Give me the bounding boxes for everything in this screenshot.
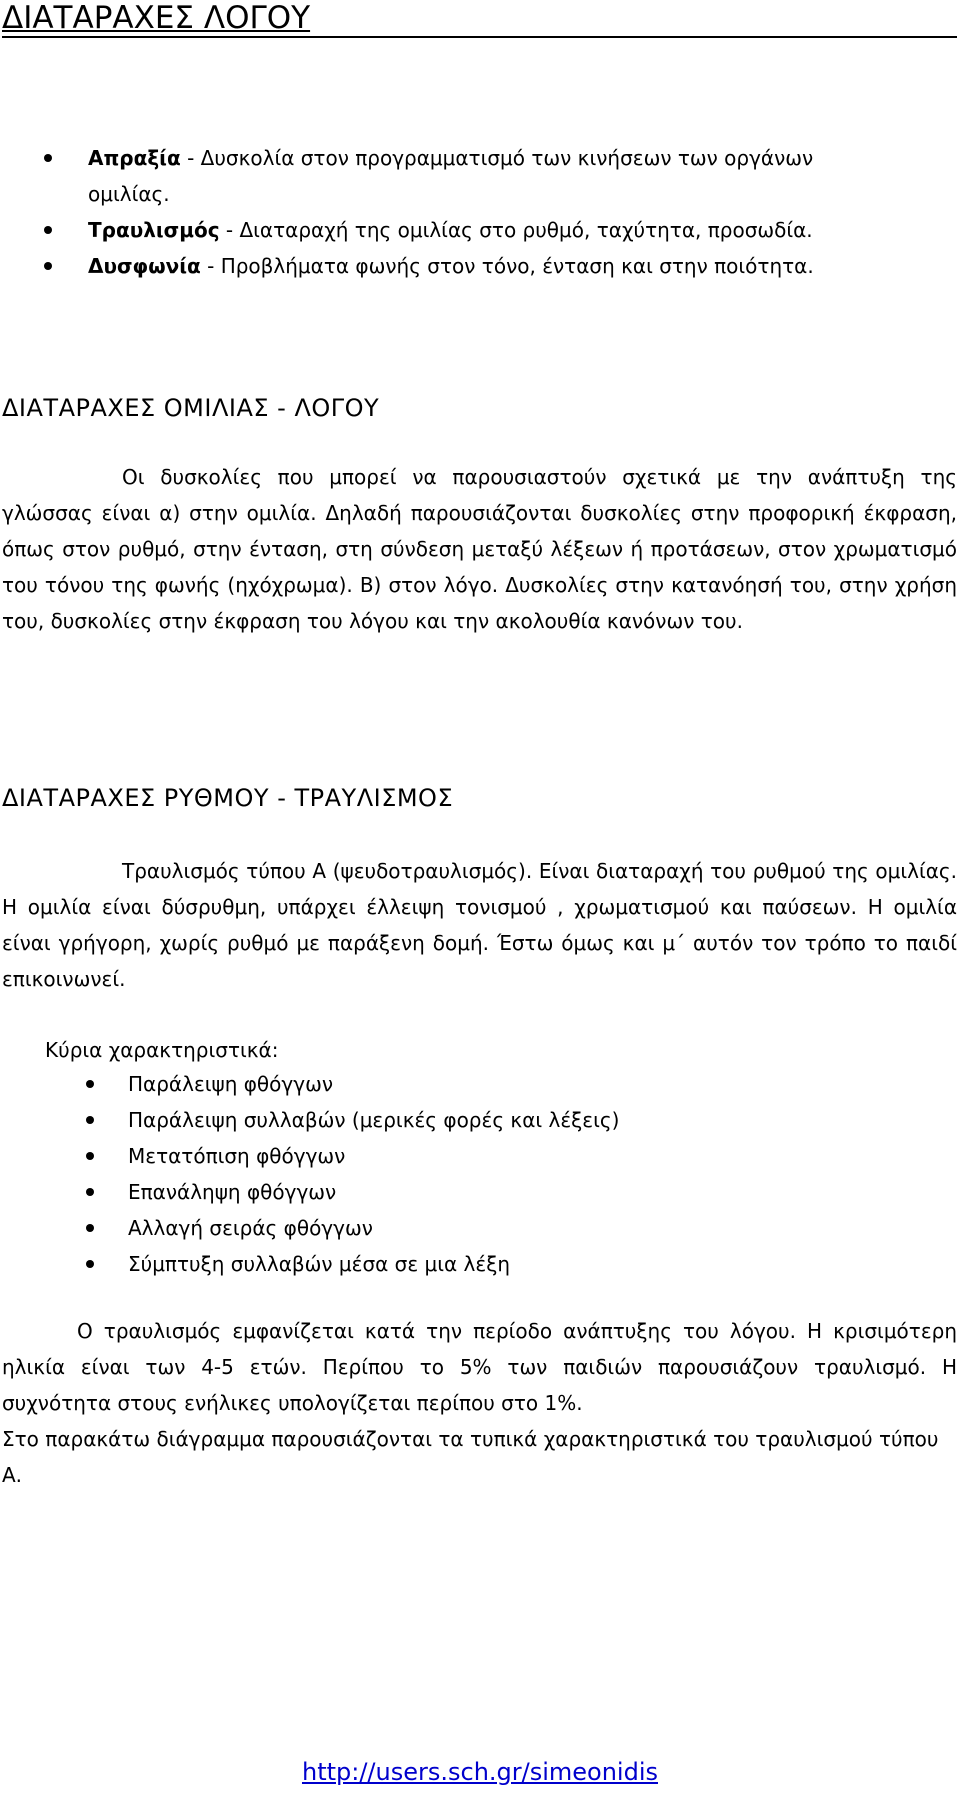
list-item: Παράλειψη συλλαβών (μερικές φορές και λέξεις) [0, 1102, 900, 1138]
stuttering-type-a-paragraph: Τραυλισμός τύπου Α (ψευδοτραυλισμός). Είναι διαταραχή του ρυθμού της ομιλίας. Η ομιλία είναι δύσρυθμη, υπάρχει έλλειψη τονισμού , χρωματισμού και παύσεων. Η ομιλία είναι γρήγορη, χωρίς ρυθμό με παράξενη δομή. Έστω όμως και μ΄ αυτόν τον τρόπο το παιδί επικοινωνεί. [2, 859, 957, 991]
list-item: Αλλαγή σειράς φθόγγων [0, 1210, 900, 1246]
bullet-icon [86, 1188, 94, 1196]
list-item: Παράλειψη φθόγγων [0, 1066, 900, 1102]
bullet-icon [44, 262, 52, 270]
speech-disorders-paragraph: Οι δυσκολίες που μπορεί να παρουσιαστούν σχετικά με την ανάπτυξη της γλώσσας είναι α) στην ομιλία. Δηλαδή παρουσιάζονται δυσκολίες στην προφορική έκφραση, όπως στον ρυθμό, στην ένταση, στη σύνδεση μεταξύ λέξεων ή προτάσεων, στον χρωματισμό του τόνου της φωνής (ηχόχρωμα). Β) στον λόγο. Δυσκολίες στην κατανόησή του, στην χρήση του, δυσκολίες στην έκφραση του λόγου και την ακολουθία κανόνων του. [2, 465, 957, 633]
term-apraxia: Απραξία [88, 146, 181, 170]
term-dysphonia-description: Προβλήματα φωνής στον τόνο, ένταση και στην ποιότητα. [220, 254, 814, 278]
page-title: ΔΙΑΤΑΡΑΧΕΣ ΛΟΓΟΥ [2, 0, 957, 38]
main-features-label: Κύρια χαρακτηριστικά: [45, 1038, 279, 1062]
footer-website-link[interactable]: http://users.sch.gr/simeonidis [301, 1758, 658, 1786]
section-heading-speech-disorders: ΔΙΑΤΑΡΑΧΕΣ ΟΜΙΛΙΑΣ - ΛΟΓΟΥ [2, 394, 380, 422]
term-stuttering-description: Διαταραχή της ομιλίας στο ρυθμό, ταχύτητα, προσωδία. [239, 218, 813, 242]
term-stuttering: Τραυλισμός [88, 218, 220, 242]
list-item: Τραυλισμός - Διαταραχή της ομιλίας στο ρυθμό, ταχύτητα, προσωδία. [0, 212, 900, 248]
section-heading-rhythm-disorders: ΔΙΑΤΑΡΑΧΕΣ ΡΥΘΜΟΥ - ΤΡΑΥΛΙΣΜΟΣ [2, 784, 454, 812]
features-list [0, 1066, 900, 1282]
prevalence-paragraph: Ο τραυλισμός εμφανίζεται κατά την περίοδο ανάπτυξης του λόγου. Η κρισιμότερη ηλικία είναι των 4-5 ετών. Περίπου το 5% των παιδιών παρουσιάζουν τραυλισμό. Η συχνότητα στους ενήλικες υπολογίζεται περίπου στο 1%. [2, 1319, 957, 1415]
bullet-icon [86, 1080, 94, 1088]
bullet-icon [86, 1224, 94, 1232]
bullet-icon [86, 1260, 94, 1268]
diagram-note-paragraph: Στο παρακάτω διάγραμμα παρουσιάζονται τα τυπικά χαρακτηριστικά του τραυλισμού τύπου Α. [2, 1427, 939, 1487]
list-item: Σύμπτυξη συλλαβών μέσα σε μια λέξη [0, 1246, 900, 1282]
disorders-list [0, 140, 900, 284]
list-item: Δυσφωνία - Προβλήματα φωνής στον τόνο, ένταση και στην ποιότητα. [0, 248, 900, 284]
list-item: Απραξία - Δυσκολία στον προγραμματισμό των κινήσεων των οργάνων ομιλίας. [0, 140, 900, 212]
bullet-icon [86, 1152, 94, 1160]
term-apraxia-description: Δυσκολία στον προγραμματισμό των κινήσεων των οργάνων ομιλίας. [88, 146, 814, 206]
list-item: Επανάληψη φθόγγων [0, 1174, 900, 1210]
bullet-icon [44, 154, 52, 162]
term-dysphonia: Δυσφωνία [88, 254, 201, 278]
list-item: Μετατόπιση φθόγγων [0, 1138, 900, 1174]
bullet-icon [44, 226, 52, 234]
bullet-icon [86, 1116, 94, 1124]
